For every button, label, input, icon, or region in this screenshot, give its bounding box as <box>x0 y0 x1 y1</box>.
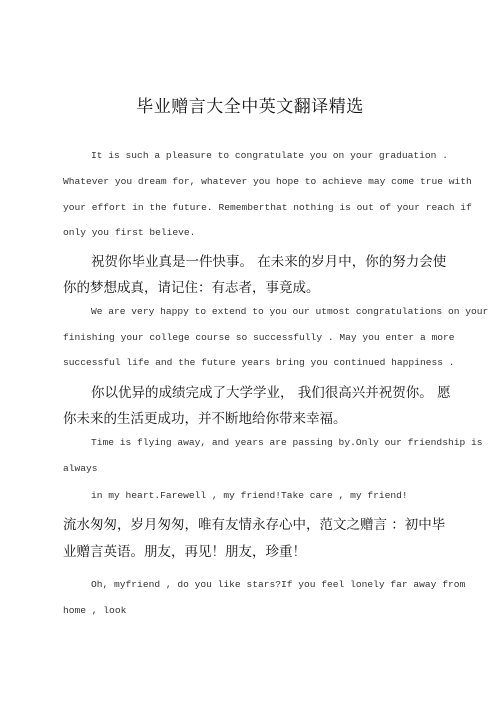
paragraph-line: We are very happy to extend to you our utmost congratulations on your <box>91 306 489 317</box>
paragraph-line: finishing your college course so successfully . May you enter a more <box>63 332 455 343</box>
document-title: 毕业赠言大全中英文翻译精选 <box>136 97 364 117</box>
paragraph-line: 祝贺你毕业真是一件快事。 在未来的岁月中，你的努力会使 <box>91 254 447 270</box>
paragraph-line: successful life and the future years bring you continued happiness . <box>63 357 455 368</box>
paragraph-line: only you first believe. <box>63 227 196 238</box>
paragraph-line: It is such a pleasure to congratulate you on your graduation . <box>91 150 448 161</box>
paragraph-line: 你以优异的成绩完成了大学学业， 我们很高兴并祝贺你。 愿 <box>91 385 451 401</box>
paragraph-line: in my heart.Farewell , my friend!Take care , my friend! <box>91 490 408 501</box>
paragraph-line: Whatever you dream for, whatever you hope to achieve may come true with <box>63 176 472 187</box>
paragraph-line: 流水匆匆，岁月匆匆，唯有友情永存心中，范文之赠言 ：初中毕 <box>63 517 446 533</box>
paragraph-line: 你未来的生活更成功，并不断地给你带来幸福。 <box>63 411 347 427</box>
paragraph-line: Oh, myfriend , do you like stars?If you feel lonely far away from <box>91 579 466 590</box>
paragraph-line: Time is flying away, and years are passing by.Only our friendship is <box>91 437 483 448</box>
paragraph-line: always <box>63 463 98 474</box>
paragraph-line: 你的梦想成真，请记住：有志者，事竟成。 <box>63 280 320 296</box>
paragraph-line: 业赠言英语。朋友，再见！朋友，珍重！ <box>63 544 306 560</box>
paragraph-line: your effort in the future. Rememberthat nothing is out of your reach if <box>63 202 472 213</box>
paragraph-line: home , look <box>63 605 127 616</box>
